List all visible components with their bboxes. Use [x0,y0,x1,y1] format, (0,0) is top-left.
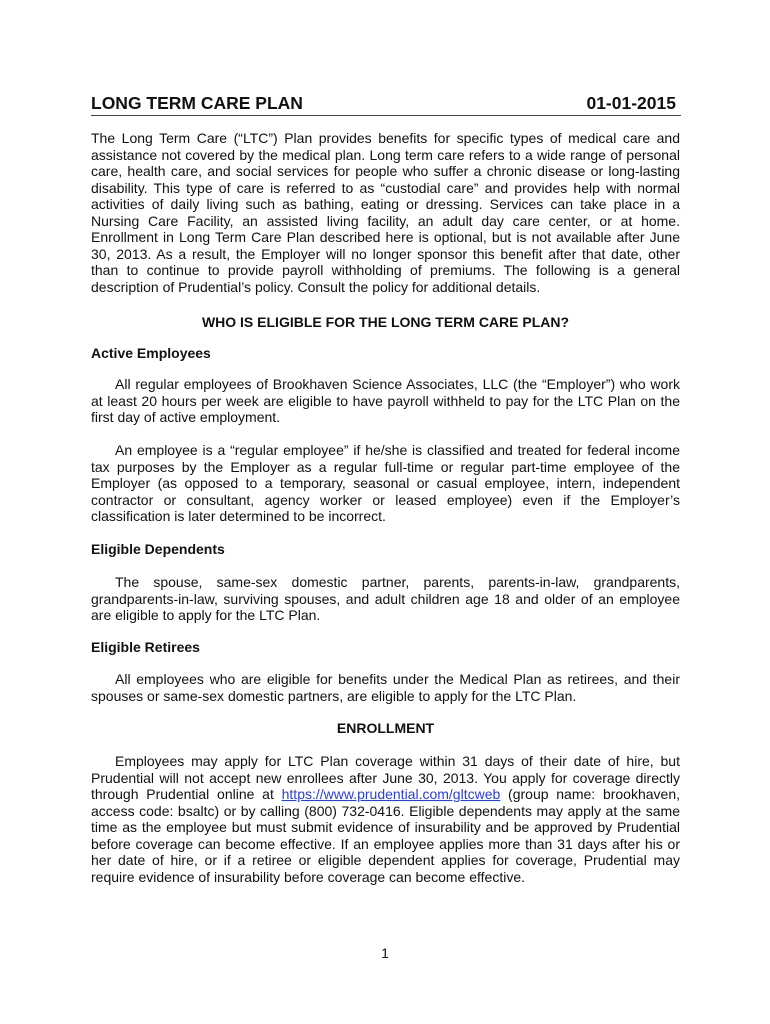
eligible-retirees-heading: Eligible Retirees [91,639,200,655]
enrollment-paragraph [91,753,680,885]
intro-paragraph: The Long Term Care (“LTC”) Plan provides benefits for specific types of medical care and assistance not covered by the medical plan. Long term care refers to a wide range of personal care, health care, and social services for people who suffer a chronic disease or long-lasting disability. This type of care is referred to as “custodial care” and provides help with normal activities of daily living such as bathing, eating or dressing. Services can take place in a Nursing Care Facility, an assisted living facility, an adult day care center, or at home. Enrollment in Long Term Care Plan described here is optional, but is not available after June 30, 2013. As a result, the Employer will no longer sponsor this benefit after that date, other than to continue to provide payroll withholding of premiums. The following is a general description of Prudential’s policy. Consult the policy for additional details. [91,130,680,295]
document-header [91,93,681,116]
prudential-gltcweb-link[interactable]: https://www.prudential.com/gltcweb [281,786,501,802]
eligibility-heading: WHO IS ELIGIBLE FOR THE LONG TERM CARE PLAN? [201,314,570,330]
active-employees-paragraph-1: All regular employees of Brookhaven Science Associates, LLC (the “Employer”) who work at least 20 hours per week are eligible to have payroll withheld to pay for the LTC Plan on the first day of active employment. [91,376,680,425]
page-number: 1 [381,945,389,961]
active-employees-heading: Active Employees [91,345,211,361]
enrollment-text-before-link: Employees may apply for LTC Plan coverage within 31 days of their date of hire, but Prudential will not accept new enrollees after June 30, 2013. You apply for coverage directly through Prudential online at [91,753,680,802]
document-date: 01-01-2015 [586,93,676,113]
eligible-dependents-paragraph: The spouse, same-sex domestic partner, parents, parents-in-law, grandparents, grandparents-in-law, surviving spouses, and adult children age 18 and older of an employee are eligible to apply for the LTC Plan. [91,574,680,623]
enrollment-heading: ENROLLMENT [336,720,435,736]
eligible-dependents-heading: Eligible Dependents [91,541,225,557]
enrollment-text-after-link: (group name: brookhaven, access code: bsaltc) or by calling (800) 732-0416. Eligible dependents may apply at the same time as the employee but must submit evidence of insurability and be approved by Prudential before coverage can become effective. If an employee applies more than 31 days after his or her date of hire, or if a retiree or eligible dependent applies for coverage, Prudential may require evidence of insurability before coverage can become effective. [91,786,681,885]
active-employees-paragraph-2: An employee is a “regular employee” if he/she is classified and treated for federal income tax purposes by the Employer as a regular full-time or regular part-time employee of the Employer (as opposed to a temporary, seasonal or casual employee, intern, independent contractor or consultant, agency worker or leased employee) even if the Employer’s classification is later determined to be incorrect. [91,442,680,524]
page-title: LONG TERM CARE PLAN [91,93,303,113]
eligible-retirees-paragraph: All employees who are eligible for benefits under the Medical Plan as retirees, and their spouses or same-sex domestic partners, are eligible to apply for the LTC Plan. [91,671,680,704]
